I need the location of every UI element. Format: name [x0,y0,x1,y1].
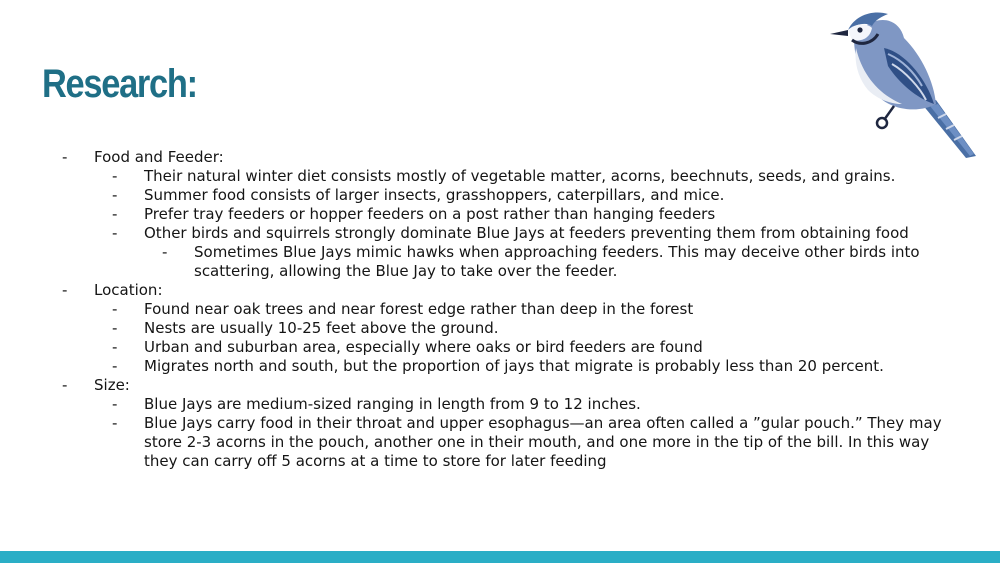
list-item [112,224,962,243]
section-heading-size: Size: [94,376,130,394]
location-item-nest-height: Nests are usually 10-25 feet above the ground. [144,319,499,337]
location-item-urban: Urban and suburban area, especially where oaks or bird feeders are found [144,338,703,356]
size-item-gular-pouch: Blue Jays carry food in their throat and upper esophagus—an area often called a ”gular pouch.” They may store 2-3 acorns in the pouch, another one in their mouth, and one more in the tip of the bill. In this way they can carry off 5 acorns at a time to store for later feeding [144,414,942,470]
food-sub-item-hawk-mimic: Sometimes Blue Jays mimic hawks when approaching feeders. This may deceive other birds into scattering, allowing the Blue Jay to take over the feeder. [194,243,920,280]
bullet-dash: - [112,319,118,337]
food-item-feeder-preference: Prefer tray feeders or hopper feeders on a post rather than hanging feeders [144,205,716,223]
bullet-dash: - [62,281,68,299]
bullet-dash: - [112,186,118,204]
list-item [112,338,962,357]
slide-title: Research: [42,62,197,106]
bullet-dash: - [62,376,68,394]
list-item [112,300,962,319]
bullet-dash: - [112,224,118,242]
bullet-dash: - [112,357,118,375]
bullet-dash: - [112,205,118,223]
bullet-dash: - [112,338,118,356]
food-item-winter-diet: Their natural winter diet consists mostly of vegetable matter, acorns, beechnuts, seeds, and grains. [144,167,896,185]
research-bullet-list [62,148,962,471]
list-item [112,205,962,224]
list-item [112,167,962,186]
bullet-dash: - [112,395,118,413]
bullet-dash: - [162,243,168,261]
size-item-length: Blue Jays are medium-sized ranging in length from 9 to 12 inches. [144,395,641,413]
bullet-dash: - [112,414,118,432]
bullet-dash: - [112,167,118,185]
bullet-size [62,376,962,395]
list-item [162,243,962,281]
section-heading-location: Location: [94,281,163,299]
location-item-oak-trees: Found near oak trees and near forest edge rather than deep in the forest [144,300,694,318]
list-item [112,186,962,205]
food-item-dominance: Other birds and squirrels strongly dominate Blue Jays at feeders preventing them from obtaining food [144,224,909,242]
bullet-dash: - [62,148,68,166]
bullet-dash: - [112,300,118,318]
bullet-food-and-feeder [62,148,962,167]
food-item-summer-food: Summer food consists of larger insects, grasshoppers, caterpillars, and mice. [144,186,725,204]
section-heading-food: Food and Feeder: [94,148,224,166]
list-item [112,414,962,471]
bullet-location [62,281,962,300]
list-item [112,357,962,376]
location-item-migration: Migrates north and south, but the proportion of jays that migrate is probably less than 20 percent. [144,357,884,375]
list-item [112,395,962,414]
blue-jay-icon [826,8,980,160]
bottom-accent-bar [0,551,1000,563]
list-item [112,319,962,338]
